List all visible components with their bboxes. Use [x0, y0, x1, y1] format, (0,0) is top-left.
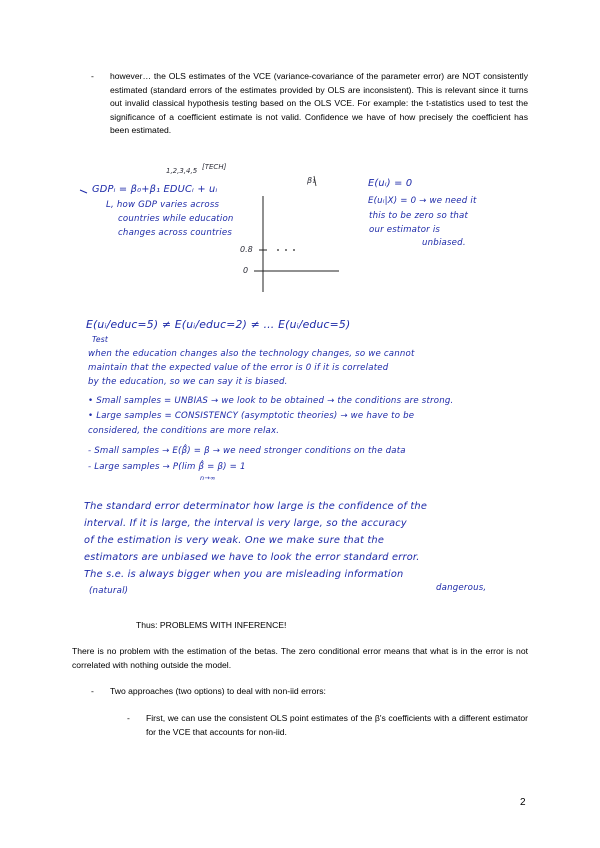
gdp-note-line: changes across countries [118, 228, 233, 238]
notes3-line: estimators are unbiased we have to look the error standard error. [84, 552, 420, 563]
zero-mean-expr: E(uᵢ) = 0 [368, 178, 413, 189]
small-expect-line: - Small samples → E(β̂) = β → we need stronger conditions on the data [88, 446, 406, 456]
cond-note-line: this to be zero so that [369, 211, 469, 221]
page-number: 2 [520, 797, 526, 808]
notes2-line: by the education, so we can say it is biased. [88, 377, 288, 387]
graph-point [293, 249, 295, 251]
note-mark [80, 190, 87, 193]
graph-point [277, 249, 279, 251]
thus-heading: Thus: PROBLEMS WITH INFERENCE! [136, 620, 287, 630]
notes3-line: interval. If it is large, the interval is very large, so the accuracy [84, 518, 407, 529]
cond-note-line: unbiased. [422, 238, 466, 248]
tech-label: [TECH] [202, 163, 227, 171]
notes2-line: when the education changes also the technology changes, so we cannot [88, 349, 415, 359]
natural-label: (natural) [89, 586, 129, 596]
axis-label-top: 0.8 [240, 245, 253, 254]
years-label: 1,2,3,4,5 [166, 167, 198, 175]
beta-label: β₁ [307, 176, 316, 185]
graph-point [285, 249, 287, 251]
plim-subscript: n→∞ [200, 474, 216, 482]
small-samples-line: • Small samples = UNBIAS → we look to be obtained → the conditions are strong. [88, 396, 454, 406]
first-approach-bullet: First, we can use the consistent OLS point estimates of the β's coefficients with a different estimator for the VCE that accounts for non-iid. [146, 713, 528, 737]
large-plim-line: - Large samples → P(lim β̂ = β) = 1 [88, 462, 246, 472]
notes3-line: of the estimation is very weak. One we make sure that the [84, 535, 385, 546]
intro-paragraph: however… the OLS estimates of the VCE (variance-covariance of the parameter error) are NOT consistently estimated (standard errors of the estimates provided by OLS are inconsistent). This is relevant since it turns out invalid classical hypothesis testing based on the OLS VCE. For example: the t-statistics used to test the significance of a coefficient estimate is not valid. Confidence we have of how precisely the coefficient has been estimated. [110, 71, 528, 136]
body-paragraph: There is no problem with the estimation of the betas. The zero conditional error means that what is in the error is not correlated with nothing outside the model. [72, 646, 528, 670]
bullet-marker: - [91, 71, 94, 81]
axis-label-bottom: 0 [243, 266, 249, 275]
notes3-line: The standard error determinator how large is the confidence of the [84, 501, 428, 512]
bullet-marker: - [127, 713, 130, 723]
bullet-marker: - [91, 686, 94, 696]
dangerous-label: dangerous, [436, 583, 487, 593]
gdp-note-line: L, how GDP varies across [106, 200, 220, 210]
notes2-line: maintain that the expected value of the error is 0 if it is correlated [88, 363, 389, 373]
notes3-line: The s.e. is always bigger when you are misleading information [84, 569, 404, 580]
inequality-expr: E(uᵢ/educ=5) ≠ E(uᵢ/educ=2) ≠ … E(uᵢ/educ=5) [86, 318, 351, 331]
cond-note-line: our estimator is [369, 225, 441, 235]
large-samples-line: • Large samples = CONSISTENCY (asymptotic theories) → we have to be [88, 411, 415, 421]
test-label: Test [92, 335, 109, 344]
gdp-model: GDPᵢ = β₀+β₁ EDUCᵢ + uᵢ [92, 184, 218, 195]
large-samples-cont: considered, the conditions are more relax. [88, 426, 280, 436]
cond-mean-expr: E(uᵢ|X) = 0 → we need it [368, 196, 477, 206]
gdp-note-line: countries while education [118, 214, 234, 224]
approaches-bullet: Two approaches (two options) to deal with non-iid errors: [110, 686, 326, 696]
